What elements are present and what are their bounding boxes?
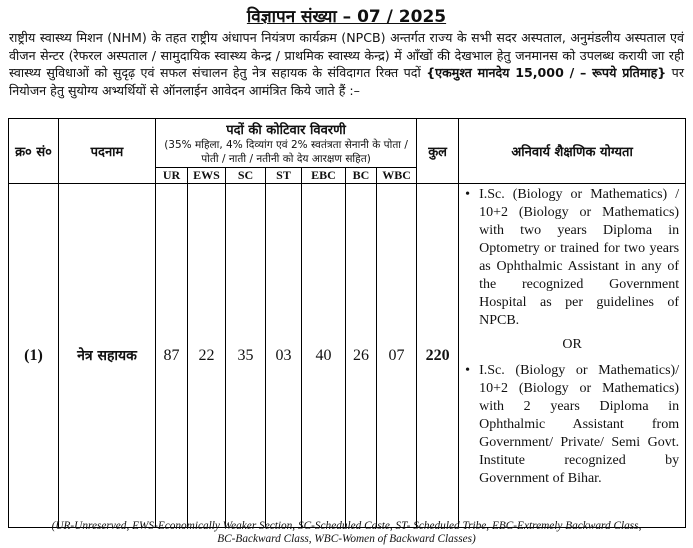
category-wbc: WBC: [377, 168, 417, 184]
value-ebc: 40: [302, 184, 346, 528]
abbreviations-footnote: [0, 520, 693, 546]
qualification-text-1: I.Sc. (Biology or Mathematics) / 10+2 (Biology or Mathematics) with two years Diploma in Optometry or trained for two years as Ophthalmic Assistant in any of the recognized Government Hospital as per guidelines of NPCB.: [479, 187, 680, 328]
qualification-cell: [459, 184, 686, 528]
qualification-item-2: [465, 362, 680, 488]
value-bc: 26: [346, 184, 377, 528]
intro-paragraph: [9, 29, 684, 99]
qualification-text-2: I.Sc. (Biology or Mathematics)/ 10+2 (Biology or Mathematics) with 2 years Diploma in Ophthalmic Assistant from Government/ Private/ Semi Govt. Institute recognized by Government of Bihar.: [479, 363, 680, 486]
category-ews: EWS: [188, 168, 226, 184]
footnote-line-1: (UR-Unreserved, EWS-Economically Weaker Section, SC-Scheduled Caste, ST- Scheduled Tribe, EBC-Extremely Backward Class,: [51, 520, 642, 532]
value-st: 03: [266, 184, 302, 528]
header-qualification: अनिवार्य शैक्षणिक योग्यता: [459, 119, 686, 184]
value-sc: 35: [226, 184, 266, 528]
header-post: पदनाम: [59, 119, 156, 184]
intro-honorarium: {एकमुश्त मानदेय 15,000 / – रूपये प्रतिमाह}: [426, 65, 667, 80]
value-ews: 22: [188, 184, 226, 528]
qualification-or: OR: [562, 337, 582, 352]
header-categorywise-title: पदों की कोटिवार विवरणी: [226, 123, 346, 138]
value-ur: 87: [156, 184, 188, 528]
table-row: [9, 184, 686, 528]
category-st: ST: [266, 168, 302, 184]
category-bc: BC: [346, 168, 377, 184]
category-ur: UR: [156, 168, 188, 184]
category-sc: SC: [226, 168, 266, 184]
vacancy-table: [8, 118, 686, 528]
row-post: नेत्र सहायक: [59, 184, 156, 528]
value-total: 220: [417, 184, 459, 528]
header-serial: क्र० सं०: [9, 119, 59, 184]
row-serial: (1): [9, 184, 59, 528]
header-categorywise: [156, 119, 417, 168]
header-categorywise-note: (35% महिला, 4% दिव्यांग एवं 2% स्वतंत्रता सेनानी के पोता / पोती / नाती / नतीनी को देय आरक्षण सहित): [164, 139, 408, 165]
bullet-icon: •: [465, 363, 470, 378]
footnote-line-2: BC-Backward Class, WBC-Women of Backward Classes): [217, 533, 476, 545]
value-wbc: 07: [377, 184, 417, 528]
advertisement-title: विज्ञापन संख्या – 07 / 2025: [246, 7, 447, 27]
intro-text-part1: राष्ट्रीय स्वास्थ्य मिशन (NHM) के तहत राष्ट्रीय अंधापन नियंत्रण कार्यक्रम (NPCB) अन्तर्गत राज्य के सभी सदर अस्पताल, अनुमंडलीय अस्पताल एवं वीजन सेन्टर (रेफरल अस्पताल / सामुदायिक स्वास्थ्य केन्द्र / प्राथमिक स्वास्थ्य केन्द्र) में आँखों की देखभाल हेतु जनमानस को उपलब्ध करायी जा रही स्वास्थ्य सुविधाओं को सुदृढ़ एवं सफल संचालन हेतु नेत्र सहायक के संविदागत रिक्त पदों: [9, 30, 684, 80]
header-total: कुल: [417, 119, 459, 184]
qualification-item-1: [465, 186, 680, 330]
intro-text-part2: पर नियोजन हेतु सुयोग्य अभ्यर्थियों से ऑनलाईन आवेदन आमंत्रित किये जाते हैं :–: [9, 65, 684, 98]
bullet-icon: •: [465, 187, 470, 202]
category-ebc: EBC: [302, 168, 346, 184]
